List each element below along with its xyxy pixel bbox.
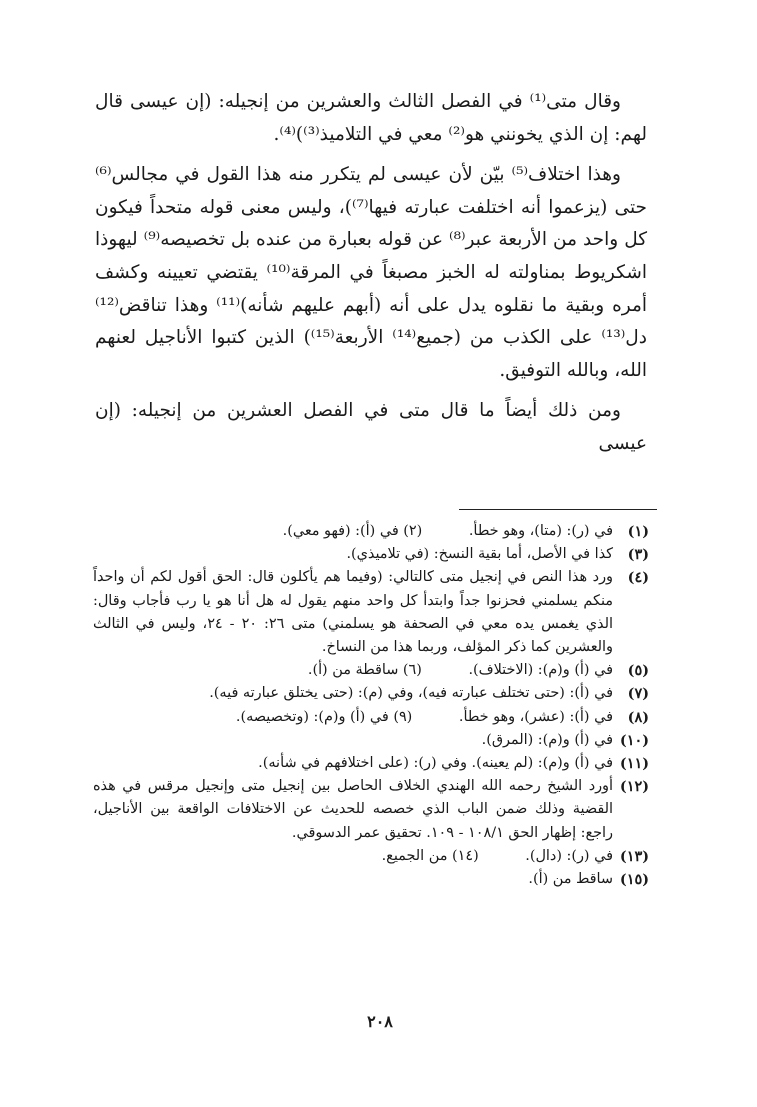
footnote-text: ساقطة من (أ). xyxy=(307,662,399,679)
footnotes xyxy=(93,520,649,891)
footnote-number: (١) xyxy=(627,523,649,540)
footnote xyxy=(93,729,649,752)
footnote-number: (١٢) xyxy=(619,778,649,796)
footnote-text: في (أ): (حتى تختلف عبارته فيه)، وفي (م): (حتى يختلق عبارته فيه). xyxy=(209,685,613,702)
paragraph: ومن ذلك أيضاً ما قال متى في الفصل العشرين من إنجيله: (إن عيسى xyxy=(95,400,647,454)
footnote-text: في (أ): (عشر)، وهو خطأ. xyxy=(458,708,613,725)
footnote-text: كذا في الأصل، أما بقية النسخ: (في تلاميذي). xyxy=(346,546,613,563)
footnote-number: (١١) xyxy=(619,755,649,773)
footnote-number: (٤) xyxy=(627,569,649,587)
footnote xyxy=(93,543,649,566)
footnote xyxy=(93,845,649,868)
footnote-text: من الجميع. xyxy=(381,847,448,864)
footnote-text: في (أ) و(م): (الاختلاف). xyxy=(468,662,613,679)
footnote-number: (٣) xyxy=(627,546,649,564)
footnote xyxy=(93,566,649,659)
footnote-number: (٦) xyxy=(402,662,422,679)
main-text xyxy=(95,86,647,461)
footnote-number: (٥) xyxy=(627,662,649,680)
page-number: ٢٠٨ xyxy=(367,1012,393,1031)
footnote-text: في (أ) و(م): (المرق). xyxy=(481,731,613,748)
footnote-text: ورد هذا النص في إنجيل متى كالتالي: (وفيما هم يأكلون قال: الحق أقول لكم أن واحداً منكم يسلمني فحزنوا جداً وابتدأ كل واحد منهم يقول له هل أنا هو يا رب فأجاب وقال: الذي يغمس يده معي في الصحفة هو يسلمني) متى ٢٦: ٢٠ - ٢٤، وليس في الثالث والعشرين كما ذكر المؤلف، وربما هذا من النساخ. xyxy=(93,569,613,656)
footnote xyxy=(93,520,649,543)
footnote-number: (٩) xyxy=(393,708,413,725)
footnote-text: أورد الشيخ رحمه الله الهندي الخلاف الحاصل بين إنجيل متى وإنجيل مرقس في هذه القضية وذلك ضمن الباب الذي خصصه للحديث عن الاختلافات الواقعة بين الأناجيل، راجع: إظهار الحق ١٠٨/١ - ١٠٩. تحقيق عمر الدسوقي. xyxy=(93,778,613,841)
footnote xyxy=(93,659,649,682)
footnote xyxy=(93,775,649,845)
footnote-text: في (ر): (متا)، وهو خطأ. xyxy=(468,523,613,539)
footnote xyxy=(93,868,649,891)
footnote-divider xyxy=(459,509,657,510)
footnote-text: في (أ): (فهو معي). xyxy=(282,523,399,539)
footnote-text: في (ر): (دال). xyxy=(525,847,613,864)
footnote xyxy=(93,682,649,705)
footnote-text: ساقط من (أ). xyxy=(528,871,613,888)
footnote xyxy=(93,752,649,775)
paragraph: وهذا اختلاف⁽⁵⁾ بيّن لأن عيسى لم يتكرر منه هذا القول في مجالس⁽⁶⁾ حتى (يزعموا أنه اختلفت عبارته فيها⁽⁷⁾)، وليس معنى قوله متحداً فيكون كل واحد من الأربعة عبر⁽⁸⁾ عن قوله بعبارة من عنده بل تخصيصه⁽⁹⁾ ليهوذا اشكريوط بمناولته له الخبز مصبغاً في المرقة⁽¹⁰⁾ يقتضي تعيينه وكشف أمره وبقية ما نقلوه يدل على أنه (أبهم عليهم شأنه)⁽¹¹⁾ وهذا تناقض⁽¹²⁾ دل⁽¹³⁾ على الكذب من (جميع⁽¹⁴⁾ الأربعة⁽¹⁵⁾) الذين كتبوا الأناجيل لعنهم الله، وبالله التوفيق. xyxy=(95,164,648,381)
footnote-number: (٨) xyxy=(627,708,649,726)
footnote-text: في (أ) و(م): (لم يعينه). وفي (ر): (على اختلافهم في شأنه). xyxy=(258,755,613,772)
footnote-text: في (أ) و(م): (وتخصيصه). xyxy=(235,708,389,725)
footnote xyxy=(93,706,649,729)
footnote-number: (١٥) xyxy=(619,871,649,889)
footnote-number: (٢) xyxy=(403,523,423,539)
paragraph: وقال متى⁽¹⁾ في الفصل الثالث والعشرين من إنجيله: (إن عيسى قال لهم: إن الذي يخونني هو⁽²⁾ معي في التلاميذ⁽³⁾)⁽⁴⁾. xyxy=(95,91,647,145)
footnote-number: (١٠) xyxy=(619,731,649,749)
footnote-number: (٧) xyxy=(627,685,649,703)
footnote-number: (١٤) xyxy=(451,847,479,864)
footnote-number: (١٣) xyxy=(619,847,649,865)
